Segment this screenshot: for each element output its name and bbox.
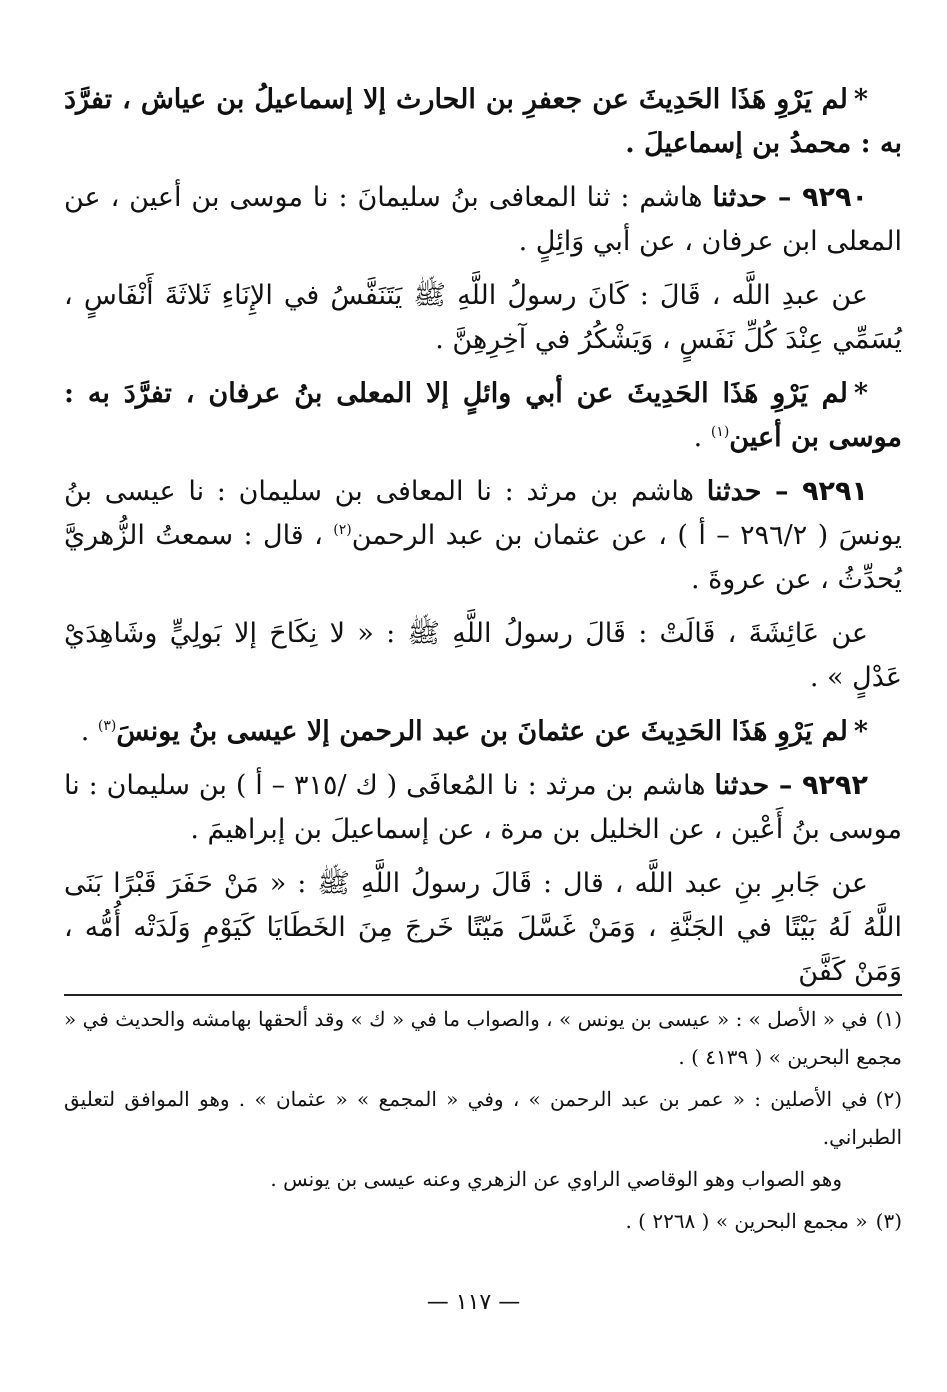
footnote-3 (64, 1202, 902, 1240)
footnote-text: « مجمع البحرين » ( ٢٢٦٨ ) . (625, 1209, 868, 1233)
main-text (64, 78, 902, 1004)
hadith-lead: حدثنا (706, 476, 762, 507)
matn-text: عن عَائِشَةَ ، قَالَتْ : قَالَ رسولُ اللَّهِ ﷺ : « لا نِكَاحَ إلا بَولِيٍّ وشَاهِدَيْ عَدْلٍ » . (64, 618, 902, 693)
paragraph-4 (64, 372, 902, 460)
paragraph-7 (64, 710, 902, 754)
star-marker: * (853, 84, 868, 115)
hadith-number: ٩٢٩٠ (802, 182, 868, 213)
footnote-label: (٢) (875, 1087, 902, 1111)
paragraph-2 (64, 176, 902, 264)
trailing-text: . (80, 716, 98, 747)
dash: – (769, 770, 803, 801)
dash: – (767, 182, 803, 213)
dash: – (761, 476, 803, 507)
page-number: — ١١٧ — (426, 1290, 521, 1315)
isnad-text: هاشم : ثنا المعافى بنُ سليمانَ : نا موسى بن أعين ، عن المعلى ابن عرفان ، عن أبي وَائِلٍ . (64, 182, 902, 257)
isnad-text: هاشم بن مرثد : نا المُعافَى ( ك /٣١٥ – أ ) بن سليمان : نا موسى بنُ أَعْين ، عن الخليل بن مرة ، عن إسماعيلَ بن إبراهيمَ . (64, 770, 902, 845)
footnote-ref: (١) (710, 424, 730, 440)
star-marker: * (853, 716, 868, 747)
isnad-text-continued: ، قال : سمعتُ الزُّهريَّ يُحدِّثُ ، عن عروةَ . (64, 520, 902, 595)
footnote-text: في « الأصل » : « عيسى بن يونس » ، والصواب ما في « ك » وقد ألحقها بهامشه والحديث في « مجمع البحرين » ( ٤١٣٩ ) . (64, 1007, 902, 1069)
footnote-2-continued (64, 1160, 902, 1198)
paragraph-3 (64, 274, 902, 362)
paragraph-6 (64, 612, 902, 700)
footnote-divider (64, 994, 902, 996)
matn-text: عن جَابرِ بنِ عبد اللَّه ، قال : قَالَ رسولُ اللَّهِ ﷺ : « مَنْ حَفَرَ قَبْرًا بَنَى اللَّهُ لَهُ بَيْتًا في الجَنَّةِ ، وَمَنْ غَسَّلَ مَيّتًا خَرجَ مِنَ الخَطَايَا كَيَوْمِ وَلَدَتْه أُمُّه ، وَمَنْ كَفَّنَ (64, 868, 902, 987)
star-marker: * (853, 378, 868, 409)
hadith-note: لم يَرْوِ هَذَا الحَدِيثَ عن عثمانَ بن عبد الرحمن إلا عيسى بنُ يونسَ (116, 716, 848, 747)
paragraph-8 (64, 764, 902, 852)
hadith-lead: حدثنا (714, 770, 770, 801)
footnote-ref: (٢) (333, 522, 352, 538)
hadith-note: لم يَرْوِ هَذَا الحَدِيثَ عن جعفرِ بن الحارث إلا إسماعيلُ بن عياش ، تفرَّدَ به : محمدُ بن إسماعيلَ . (64, 84, 902, 159)
footnote-ref: (٣) (97, 718, 117, 734)
footnote-label: (٣) (875, 1209, 902, 1233)
footnote-text: في الأصلين : « عمر بن عبد الرحمن » ، وفي « المجمع » « عثمان » . وهو الموافق لتعليق الطبراني. (64, 1087, 902, 1149)
matn-text: عن عبدِ اللَّه ، قَالَ : كَانَ رسولُ اللَّهِ ﷺ يَتَنَفَّسُ في الإِنَاءِ ثَلاثَةَ أَنْفَاسٍ ، يُسَمِّي عِنْدَ كُلِّ نَفَسٍ ، وَيَشْكُرُ في آخِرِهِنَّ . (64, 280, 902, 355)
footnote-text: وهو الصواب وهو الوقاصي الراوي عن الزهري وعنه عيسى بن يونس . (270, 1167, 842, 1191)
footnotes (64, 1000, 902, 1244)
paragraph-1 (64, 78, 902, 166)
trailing-text: . (693, 422, 711, 453)
hadith-lead: حدثنا (712, 182, 768, 213)
hadith-note: لم يَرْوِ هَذَا الحَدِيثَ عن أبي وائلٍ إلا المعلى بنُ عرفان ، تفرَّدَ به : موسى بن أعين (64, 378, 902, 453)
isnad-text: هاشم بن مرثد : نا المعافى بن سليمان : نا عيسى بنُ يونسَ ( ٢٩٦/٢ – أ ) ، عن عثمان بن عبد الرحمن (64, 476, 903, 551)
footnote-1 (64, 1000, 902, 1076)
hadith-number: ٩٢٩١ (802, 476, 868, 507)
footnote-label: (١) (875, 1007, 902, 1031)
paragraph-5 (64, 470, 902, 602)
footnote-2 (64, 1080, 902, 1156)
paragraph-9 (64, 862, 902, 994)
hadith-number: ٩٢٩٢ (802, 770, 868, 801)
